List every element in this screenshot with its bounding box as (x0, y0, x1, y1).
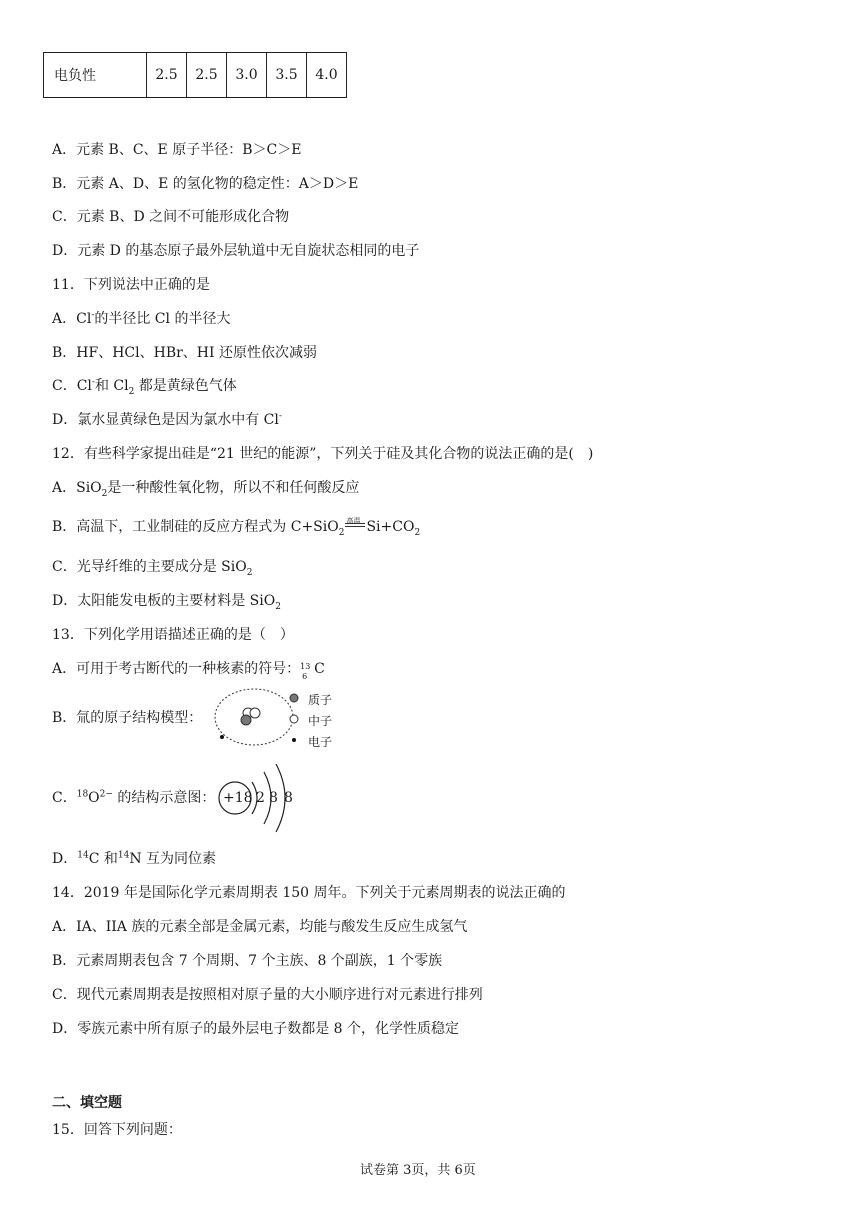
q13-option-d: D．$^{14}$C 和$^{14}$N 互为同位素 (52, 850, 217, 867)
q12-stem: 12．有些科学家提出硅是“21 世纪的能源”，下列关于硅及其化合物的说法正确的是( ) (52, 446, 594, 462)
table-cell: 3.0 (227, 53, 267, 98)
q14-option-b: B．元素周期表包含 7 个周期、7 个主族、8 个副族，1 个零族 (52, 953, 443, 969)
nuclide-symbol: 13 6 (300, 662, 311, 681)
shell-electrons: 2 (256, 790, 265, 806)
proton-icon (288, 692, 300, 704)
legend-electron: 电子 (308, 735, 333, 749)
q10-option-a: A．元素 B、C、E 原子半径：B＞C＞E (52, 142, 302, 158)
shell-electrons: 8 (284, 790, 293, 806)
q15-stem: 15．回答下列问题： (52, 1122, 182, 1138)
q12-option-a: A．SiO$_2$是一种酸性氧化物，所以不和任何酸反应 (52, 480, 360, 499)
q12-option-d: D．太阳能发电板的主要材料是 SiO$_2$ (52, 593, 281, 612)
q14-option-a: A．IA、IIA 族的元素全部是金属元素，均能与酸发生反应生成氢气 (52, 919, 468, 935)
q11-option-a: A．Cl-的半径比 Cl 的半径大 (52, 310, 231, 327)
table-cell: 2.5 (187, 53, 227, 98)
reaction-condition: 高温 (346, 517, 361, 525)
q13-option-c: C．$^{18}O^{2-}$ 的结构示意图： (52, 789, 216, 806)
table-label: 电负性 (44, 53, 147, 98)
legend-neutron: 中子 (308, 714, 333, 728)
table-cell: 4.0 (307, 53, 347, 98)
q14-option-d: D．零族元素中所有原子的最外层电子数都是 8 个，化学性质稳定 (52, 1021, 460, 1037)
section-title: 二、填空题 (52, 1095, 122, 1111)
q11-option-b: B．HF、HCl、HBr、HI 还原性依次减弱 (52, 345, 317, 361)
q14-option-c: C．现代元素周期表是按照相对原子量的大小顺序进行对元素进行排列 (52, 987, 483, 1003)
legend-proton: 质子 (308, 693, 333, 707)
nucleus-charge: +18 (223, 790, 253, 806)
electron-icon (288, 734, 300, 746)
page-footer: 试卷第 3页，共 6页 (360, 1163, 476, 1178)
q11-option-c: C．Cl-和 $Cl_2$ 都是黄绿色气体 (52, 377, 237, 397)
q10-option-c: C．元素 B、D 之间不可能形成化合物 (52, 209, 290, 225)
shell-electrons: 8 (269, 790, 278, 806)
q10-option-d: D．元素 D 的基态原子最外层轨道中无自旋状态相同的电子 (52, 243, 420, 259)
table-cell: 3.5 (267, 53, 307, 98)
q11-option-d: D．氯水显黄绿色是因为氯水中有 Cl- (52, 411, 282, 428)
q11-stem: 11．下列说法中正确的是 (52, 277, 210, 293)
q13-stem: 13．下列化学用语描述正确的是（ ） (52, 627, 294, 643)
q10-option-b: B．元素 A、D、E 的氢化物的稳定性：A＞D＞E (52, 176, 359, 192)
electronegativity-table (43, 52, 347, 98)
q12-option-b: B．高温下，工业制硅的反应方程式为 C+SiO$_2$ 高温 $Si+CO_2$ (52, 518, 420, 536)
table-cell: 2.5 (147, 53, 187, 98)
q13-option-b: B．氚的原子结构模型： (52, 710, 203, 726)
q14-stem: 14．2019 年是国际化学元素周期表 150 周年。下列关于元素周期表的说法正确的 (52, 885, 566, 901)
q13-option-a: A．可用于考古断代的一种核素的符号： 13 6 C (52, 661, 325, 681)
q12-option-c: C．光导纤维的主要成分是 SiO$_2$ (52, 559, 253, 578)
table-row (44, 53, 347, 98)
neutron-icon (288, 713, 300, 725)
